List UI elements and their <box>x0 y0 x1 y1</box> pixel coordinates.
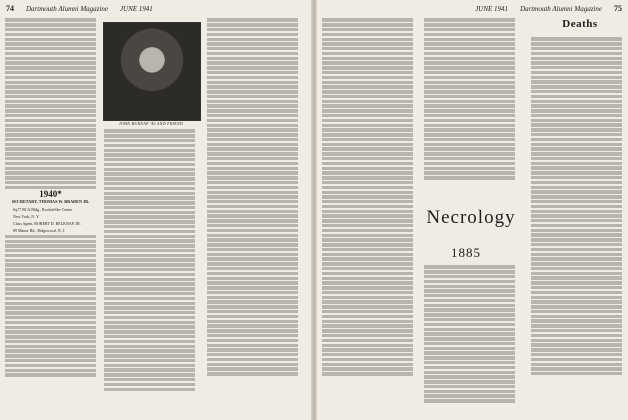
left-publication-title: Dartmouth Alumni Magazine <box>26 5 108 13</box>
deaths-heading: Deaths <box>562 18 598 30</box>
right-column-2-bottom <box>424 264 515 418</box>
class-secretary: SECRETARY, THOMAS W. BRADEN JR. <box>11 198 90 204</box>
left-page-number: 74 <box>6 4 14 13</box>
class-heading: 1940* <box>39 189 62 200</box>
necrology-heading: Necrology <box>426 207 516 228</box>
left-page-header <box>6 4 153 13</box>
right-publication-title: Dartmouth Alumni Magazine <box>520 5 602 13</box>
right-page-number: 75 <box>614 4 622 13</box>
right-column-3 <box>531 36 622 418</box>
photo-john-burnap <box>103 22 201 121</box>
right-column-1 <box>322 17 413 417</box>
right-page-header <box>475 4 622 13</box>
left-column-2 <box>104 128 195 418</box>
secretary-address-1: Sq77 RCA Bldg., Rockefeller Center <box>13 206 73 212</box>
necrology-year-1885: 1885 <box>451 245 481 260</box>
class-agent-address: 89 Manor Rd., Ridgewood, N. J. <box>13 227 66 233</box>
left-column-3 <box>207 17 298 417</box>
left-issue-date: JUNE 1941 <box>119 5 153 13</box>
right-issue-date: JUNE 1941 <box>475 5 509 13</box>
left-page <box>0 0 311 420</box>
class-agent: Class Agent, ROBERT D. BELKNAP, JR. <box>13 220 81 226</box>
left-column-1 <box>5 17 96 417</box>
secretary-address-2: New York, N. Y. <box>13 213 40 219</box>
right-column-2-top <box>424 17 515 197</box>
right-page <box>317 0 628 420</box>
photo-caption: JOHN BURNAP '40 AND FRIEND <box>118 121 184 126</box>
